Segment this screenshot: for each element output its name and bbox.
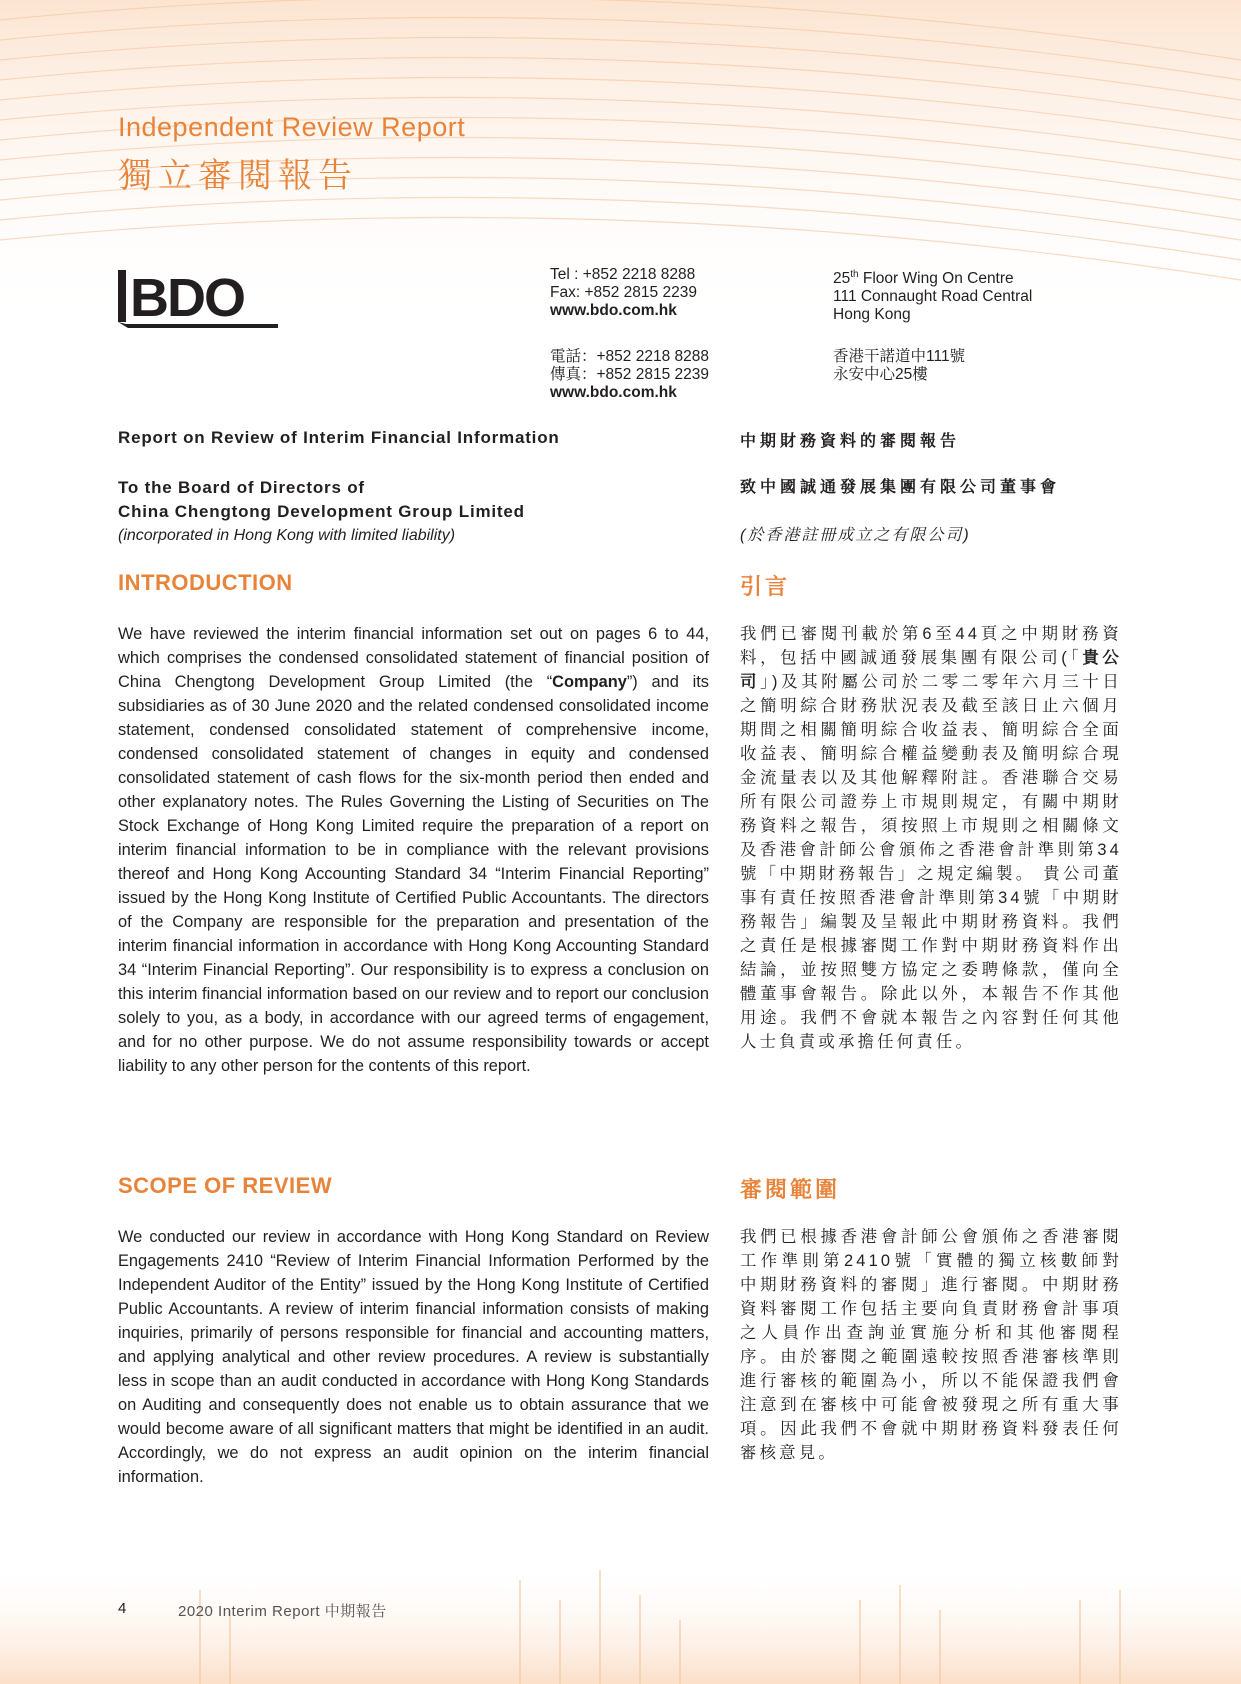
website-link-en[interactable]: www.bdo.com.hk [550,302,677,319]
scope-paragraph-en: We conducted our review in accordance with Hong Kong Standard on Review Engagements 2410 “Review of Interim Financial Information Performed by the Independent Auditor of the Entity” issued by the Hong Kong Institute of Certified Public Accountants. A review of interim financial information consists of making inquiries, primarily of persons responsible for financial and accounting matters, and applying analytical and other review procedures. A review is substantially less in scope than an audit conducted in accordance with Hong Kong Standards on Auditing and consequently does not enable us to obtain assurance that we would become aware of all significant matters that might be identified in an audit. Accordingly, we do not express an audit opinion on the interim financial information. [118,1228,709,1486]
address-zh-line-1: 香港干諾道中111號 [833,348,966,365]
introduction-heading-zh: 引言 [740,574,791,599]
addressee-zh-line-1: 致中國誠通發展集團有限公司董事會 [740,479,1061,496]
page-title-en: Independent Review Report [118,112,466,142]
bdo-logo-icon [118,266,282,332]
page-title-zh: 獨立審閱報告 [118,157,358,195]
addressee-line-1: To the Board of Directors of [118,478,365,497]
introduction-heading-en: INTRODUCTION [118,570,293,595]
address-zh [833,348,965,384]
footer-text: 2020 Interim Report 中期報告 [178,1603,387,1620]
scope-heading-zh: 審閱範圍 [740,1177,841,1202]
contact-zh [550,348,709,402]
addressee-note: (incorporated in Hong Kong with limited liability) [118,527,456,544]
address-line-3: Hong Kong [833,306,911,323]
tel-zh: 電話：+852 2218 8288 [550,348,709,365]
address-line-1: 25th Floor Wing On Centre [833,269,1014,287]
report-heading-zh: 中期財務資料的審閱報告 [740,433,961,450]
page-number: 4 [118,1600,127,1617]
introduction-paragraph-zh: 我們已審閱刊載於第6至44頁之中期財務資料，包括中國誠通發展集團有限公司(「貴公司」)及其附屬公司於二零二零年六月三十日之簡明綜合財務狀況表及截至該日止六個月期間之相關簡明綜合收益表、簡明綜合全面收益表、簡明綜合權益變動表及簡明綜合現金流量表以及其他解釋附註。香港聯合交易所有限公司證券上市規則規定，有關中期財務資料之報告，須按照上市規則之相關條文及香港會計師公會頒佈之香港會計準則第34號「中期財務報告」之規定編製。 貴公司董事有責任按照香港會計準則第34號「中期財務報告」編製及呈報此中期財務資料。我們之責任是根據審閱工作對中期財務資料作出結論，並按照雙方協定之委聘條款，僅向全體董事會報告。除此以外，本報告不作其他用途。我們不會就本報告之內容對任何其他人士負責或承擔任何責任。 [740,625,1123,1051]
scope-heading-en: SCOPE OF REVIEW [118,1173,333,1198]
addressee-zh [740,476,1122,548]
addressee-en [118,476,709,548]
address-line-2: 111 Connaught Road Central [833,288,1033,305]
contact-en [550,266,697,320]
address-zh-line-2: 永安中心25樓 [833,366,928,383]
introduction-paragraph-en: We have reviewed the interim financial information set out on pages 6 to 44, which comprises the condensed consolidated statement of financial position of China Chengtong Development Group Limited (the “Company”) and its subsidiaries as of 30 June 2020 and the related condensed consolidated income statement, condensed consolidated statement of comprehensive income, condensed consolidated statement of changes in equity and condensed consolidated statement of cash flows for the six-month period then ended and other explanatory notes. The Rules Governing the Listing of Securities on The Stock Exchange of Hong Kong Limited require the preparation of a report on interim financial information to be in compliance with the relevant provisions thereof and Hong Kong Accounting Standard 34 “Interim Financial Reporting” issued by the Hong Kong Institute of Certified Public Accountants. The directors of the Company are responsible for the preparation and presentation of the interim financial information in accordance with Hong Kong Accounting Standard 34 “Interim Financial Reporting”. Our responsibility is to express a conclusion on this interim financial information based on our review and to report our conclusion solely to you, as a body, in accordance with our agreed terms of engagement, and for no other purpose. We do not assume responsibility towards or accept liability to any other person for the contents of this report. [118,625,709,1075]
logo-text: BDO [130,268,244,328]
addressee-line-2: China Chengtong Development Group Limited [118,502,525,521]
scope-paragraph-zh: 我們已根據香港會計師公會頒佈之香港審閱工作準則第2410號「實體的獨立核數師對中期財務資料的審閱」進行審閱。中期財務資料審閱工作包括主要向負責財務會計事項之人員作出查詢並實施分析和其他審閱程序。由於審閱之範圍遠較按照香港審核準則進行審核的範圍為小，所以不能保證我們會注意到在審核中可能會被發現之所有重大事項。因此我們不會就中期財務資料發表任何審核意見。 [740,1228,1122,1462]
fax-en: Fax: +852 2815 2239 [550,284,697,301]
website-link-zh[interactable]: www.bdo.com.hk [550,384,677,401]
report-heading-en: Report on Review of Interim Financial Information [118,428,560,447]
addressee-zh-note: (於香港註冊成立之有限公司) [740,527,971,544]
fax-zh: 傳真：+852 2815 2239 [550,366,709,383]
tel-en: Tel : +852 2218 8288 [550,266,696,283]
address-en [833,266,1032,324]
